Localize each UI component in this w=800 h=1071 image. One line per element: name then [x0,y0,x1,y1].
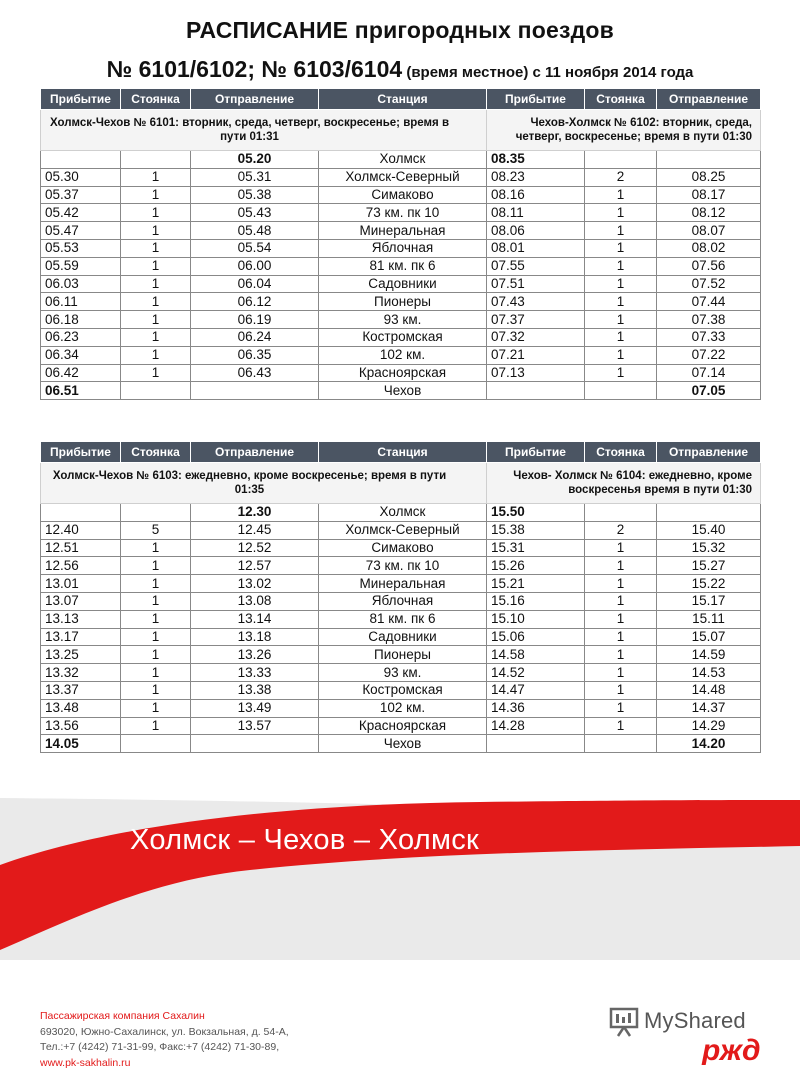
station-cell: Яблочная [319,592,487,610]
station-cell: Симаково [319,539,487,557]
stop-cell: 1 [121,257,191,275]
departure-cell [657,151,761,169]
departure-cell [191,382,319,400]
departure-cell [657,504,761,522]
stop-cell: 1 [121,610,191,628]
arrival-cell: 15.38 [487,521,585,539]
departure-cell: 14.29 [657,717,761,735]
arrival-cell: 14.47 [487,681,585,699]
column-header: Стоянка [585,442,657,463]
arrival-cell: 05.53 [41,239,121,257]
departure-cell: 06.19 [191,311,319,329]
table-row [41,311,761,329]
table-row [41,346,761,364]
column-header: Отправление [191,89,319,110]
stop-cell: 1 [121,168,191,186]
arrival-cell: 12.51 [41,539,121,557]
arrival-cell: 05.37 [41,186,121,204]
arrival-cell: 07.32 [487,328,585,346]
departure-cell: 13.18 [191,628,319,646]
train-info-return: Чехов-Холмск № 6102: вторник, среда, четверг, воскресенье; время в пути 01:30 [487,110,761,151]
table-row [41,717,761,735]
table-row [41,646,761,664]
departure-cell: 05.31 [191,168,319,186]
departure-cell: 14.59 [657,646,761,664]
arrival-cell: 12.40 [41,521,121,539]
table-row [41,521,761,539]
departure-cell: 15.32 [657,539,761,557]
arrival-cell: 13.56 [41,717,121,735]
table-row [41,151,761,169]
table-header-row [41,89,761,110]
arrival-cell [487,382,585,400]
table-row [41,382,761,400]
departure-cell: 05.48 [191,222,319,240]
departure-cell: 14.53 [657,664,761,682]
stop-cell: 1 [585,628,657,646]
stop-cell: 1 [121,186,191,204]
stop-cell: 1 [121,575,191,593]
departure-cell: 13.57 [191,717,319,735]
table-row [41,204,761,222]
arrival-cell: 07.51 [487,275,585,293]
station-cell: Симаково [319,186,487,204]
departure-cell: 06.12 [191,293,319,311]
station-cell: Костромская [319,328,487,346]
arrival-cell: 14.52 [487,664,585,682]
stop-cell: 2 [585,168,657,186]
departure-cell: 07.44 [657,293,761,311]
station-cell: Пионеры [319,646,487,664]
arrival-cell: 15.10 [487,610,585,628]
stop-cell: 1 [585,204,657,222]
arrival-cell: 13.48 [41,699,121,717]
stop-cell: 2 [585,521,657,539]
departure-cell: 07.38 [657,311,761,329]
stop-cell: 1 [121,222,191,240]
station-cell: 73 км. пк 10 [319,557,487,575]
departure-cell: 08.07 [657,222,761,240]
departure-cell: 07.05 [657,382,761,400]
departure-cell: 06.04 [191,275,319,293]
station-cell: 102 км. [319,346,487,364]
stop-cell: 1 [585,222,657,240]
departure-cell: 13.33 [191,664,319,682]
arrival-cell: 15.50 [487,504,585,522]
arrival-cell: 13.32 [41,664,121,682]
station-cell: 81 км. пк 6 [319,257,487,275]
company-phones: Тел.:+7 (4242) 71-31-99, Факс:+7 (4242) 71-30-89, [40,1040,289,1056]
table-row [41,275,761,293]
arrival-cell [41,504,121,522]
company-address: 693020, Южно-Сахалинск, ул. Вокзальная, д. 54-А, [40,1025,289,1041]
page-title: РАСПИСАНИЕ пригородных поездов [0,17,800,44]
departure-cell: 08.12 [657,204,761,222]
station-cell: Костромская [319,681,487,699]
stop-cell: 1 [121,346,191,364]
column-header: Отправление [657,89,761,110]
route-title: Холмск – Чехов – Холмск [130,824,479,857]
stop-cell: 1 [121,204,191,222]
table-row [41,610,761,628]
train-info-row [41,110,761,151]
departure-cell: 14.48 [657,681,761,699]
table-row [41,539,761,557]
column-header: Отправление [657,442,761,463]
station-cell: Чехов [319,735,487,753]
arrival-cell: 14.05 [41,735,121,753]
svg-text:ржд: ржд [701,1034,761,1065]
station-cell: Яблочная [319,239,487,257]
footer-contacts [40,1009,289,1071]
station-cell: Красноярская [319,364,487,382]
schedule-table-1 [40,88,761,400]
station-cell: 93 км. [319,664,487,682]
departure-cell: 06.24 [191,328,319,346]
station-cell: Красноярская [319,717,487,735]
table-row [41,222,761,240]
departure-cell: 13.26 [191,646,319,664]
station-cell: Холмск-Северный [319,521,487,539]
departure-cell: 07.22 [657,346,761,364]
station-cell: Холмск [319,504,487,522]
departure-cell: 08.17 [657,186,761,204]
stop-cell: 1 [121,646,191,664]
arrival-cell: 07.13 [487,364,585,382]
stop-cell [121,382,191,400]
stop-cell [585,504,657,522]
station-cell: 93 км. [319,311,487,329]
departure-cell: 15.22 [657,575,761,593]
table-row [41,699,761,717]
route-banner [0,760,800,960]
arrival-cell: 08.23 [487,168,585,186]
departure-cell: 12.52 [191,539,319,557]
table-row [41,186,761,204]
stop-cell: 1 [585,275,657,293]
column-header: Прибытие [41,89,121,110]
arrival-cell: 06.51 [41,382,121,400]
arrival-cell: 06.42 [41,364,121,382]
arrival-cell: 13.17 [41,628,121,646]
departure-cell: 12.57 [191,557,319,575]
departure-cell: 14.37 [657,699,761,717]
table-row [41,735,761,753]
stop-cell: 1 [121,699,191,717]
departure-cell: 07.52 [657,275,761,293]
departure-cell: 13.08 [191,592,319,610]
stop-cell: 5 [121,521,191,539]
arrival-cell: 14.28 [487,717,585,735]
station-cell: 102 км. [319,699,487,717]
arrival-cell: 13.25 [41,646,121,664]
table-row [41,575,761,593]
arrival-cell: 05.47 [41,222,121,240]
arrival-cell: 13.01 [41,575,121,593]
arrival-cell: 12.56 [41,557,121,575]
arrival-cell: 07.43 [487,293,585,311]
stop-cell: 1 [585,717,657,735]
stop-cell: 1 [585,328,657,346]
table-row [41,239,761,257]
arrival-cell: 15.26 [487,557,585,575]
company-website-link[interactable]: www.pk-sakhalin.ru [40,1056,289,1071]
stop-cell [585,735,657,753]
stop-cell: 1 [585,646,657,664]
presentation-icon [608,1006,640,1038]
stop-cell: 1 [121,239,191,257]
stop-cell: 1 [585,364,657,382]
departure-cell: 08.25 [657,168,761,186]
stop-cell: 1 [585,346,657,364]
arrival-cell: 06.03 [41,275,121,293]
stop-cell: 1 [585,575,657,593]
stop-cell: 1 [585,539,657,557]
arrival-cell: 06.18 [41,311,121,329]
table-row [41,557,761,575]
arrival-cell [41,151,121,169]
departure-cell: 15.07 [657,628,761,646]
stop-cell [585,151,657,169]
column-header: Прибытие [41,442,121,463]
stop-cell: 1 [121,717,191,735]
stop-cell: 1 [585,239,657,257]
arrival-cell: 07.37 [487,311,585,329]
departure-cell: 15.11 [657,610,761,628]
arrival-cell: 07.55 [487,257,585,275]
schedule-table-2 [40,441,761,753]
stop-cell: 1 [121,311,191,329]
validity-note: (время местное) с 11 ноября 2014 года [402,64,693,81]
departure-cell: 14.20 [657,735,761,753]
stop-cell: 1 [121,628,191,646]
station-cell: Минеральная [319,575,487,593]
stop-cell: 1 [585,257,657,275]
stop-cell [121,504,191,522]
stop-cell: 1 [585,293,657,311]
departure-cell: 08.02 [657,239,761,257]
table-row [41,257,761,275]
train-info-outbound: Холмск-Чехов № 6103: ежедневно, кроме воскресенье; время в пути 01:35 [41,463,487,504]
arrival-cell: 08.11 [487,204,585,222]
stop-cell: 1 [585,664,657,682]
arrival-cell: 15.31 [487,539,585,557]
departure-cell: 15.27 [657,557,761,575]
table-row [41,681,761,699]
column-header: Прибытие [487,89,585,110]
arrival-cell: 15.21 [487,575,585,593]
table-row [41,592,761,610]
departure-cell: 07.14 [657,364,761,382]
departure-cell: 05.54 [191,239,319,257]
stop-cell: 1 [121,364,191,382]
station-cell: Минеральная [319,222,487,240]
stop-cell: 1 [121,328,191,346]
arrival-cell: 05.59 [41,257,121,275]
column-header: Стоянка [121,442,191,463]
column-header: Стоянка [121,89,191,110]
departure-cell: 06.35 [191,346,319,364]
table-row [41,504,761,522]
arrival-cell: 14.58 [487,646,585,664]
stop-cell: 1 [585,186,657,204]
stop-cell: 1 [121,592,191,610]
station-cell: Холмск-Северный [319,168,487,186]
arrival-cell: 08.01 [487,239,585,257]
stop-cell: 1 [585,311,657,329]
arrival-cell: 15.16 [487,592,585,610]
stop-cell: 1 [121,293,191,311]
table-row [41,168,761,186]
departure-cell: 05.20 [191,151,319,169]
station-cell: 81 км. пк 6 [319,610,487,628]
departure-cell: 13.49 [191,699,319,717]
stop-cell [121,151,191,169]
station-cell: Садовники [319,628,487,646]
arrival-cell: 08.16 [487,186,585,204]
departure-cell: 07.56 [657,257,761,275]
departure-cell [191,735,319,753]
arrival-cell: 15.06 [487,628,585,646]
stop-cell: 1 [121,681,191,699]
column-header: Станция [319,442,487,463]
table-header-row [41,442,761,463]
departure-cell: 05.43 [191,204,319,222]
table-row [41,293,761,311]
departure-cell: 12.45 [191,521,319,539]
departure-cell: 13.14 [191,610,319,628]
arrival-cell: 06.23 [41,328,121,346]
stop-cell: 1 [585,610,657,628]
departure-cell: 05.38 [191,186,319,204]
departure-cell: 07.33 [657,328,761,346]
train-info-return: Чехов- Холмск № 6104: ежедневно, кроме воскресенья время в пути 01:30 [487,463,761,504]
rzd-logo [700,1033,780,1065]
arrival-cell: 14.36 [487,699,585,717]
stop-cell [121,735,191,753]
station-cell: Пионеры [319,293,487,311]
watermark-text: MyShared [644,1008,746,1034]
arrival-cell: 08.35 [487,151,585,169]
station-cell: Холмск [319,151,487,169]
departure-cell: 13.02 [191,575,319,593]
stop-cell: 1 [585,699,657,717]
column-header: Прибытие [487,442,585,463]
table-row [41,328,761,346]
arrival-cell: 05.30 [41,168,121,186]
arrival-cell: 06.11 [41,293,121,311]
station-cell: 73 км. пк 10 [319,204,487,222]
arrival-cell [487,735,585,753]
departure-cell: 15.17 [657,592,761,610]
company-name: Пассажирская компания Сахалин [40,1009,289,1025]
arrival-cell: 06.34 [41,346,121,364]
train-info-row [41,463,761,504]
station-cell: Чехов [319,382,487,400]
stop-cell: 1 [585,681,657,699]
stop-cell: 1 [585,557,657,575]
departure-cell: 13.38 [191,681,319,699]
train-info-outbound: Холмск-Чехов № 6101: вторник, среда, четверг, воскресенье; время в пути 01:31 [41,110,487,151]
stop-cell: 1 [585,592,657,610]
departure-cell: 06.00 [191,257,319,275]
departure-cell: 06.43 [191,364,319,382]
arrival-cell: 05.42 [41,204,121,222]
column-header: Станция [319,89,487,110]
station-cell: Садовники [319,275,487,293]
stop-cell: 1 [121,664,191,682]
stop-cell: 1 [121,275,191,293]
arrival-cell: 13.37 [41,681,121,699]
table-row [41,628,761,646]
arrival-cell: 08.06 [487,222,585,240]
column-header: Отправление [191,442,319,463]
departure-cell: 15.40 [657,521,761,539]
table-row [41,664,761,682]
arrival-cell: 13.13 [41,610,121,628]
table-row [41,364,761,382]
stop-cell [585,382,657,400]
arrival-cell: 13.07 [41,592,121,610]
train-numbers: № 6101/6102; № 6103/6104 [107,56,403,82]
departure-cell: 12.30 [191,504,319,522]
column-header: Стоянка [585,89,657,110]
arrival-cell: 07.21 [487,346,585,364]
page-subtitle [0,56,800,83]
stop-cell: 1 [121,557,191,575]
stop-cell: 1 [121,539,191,557]
